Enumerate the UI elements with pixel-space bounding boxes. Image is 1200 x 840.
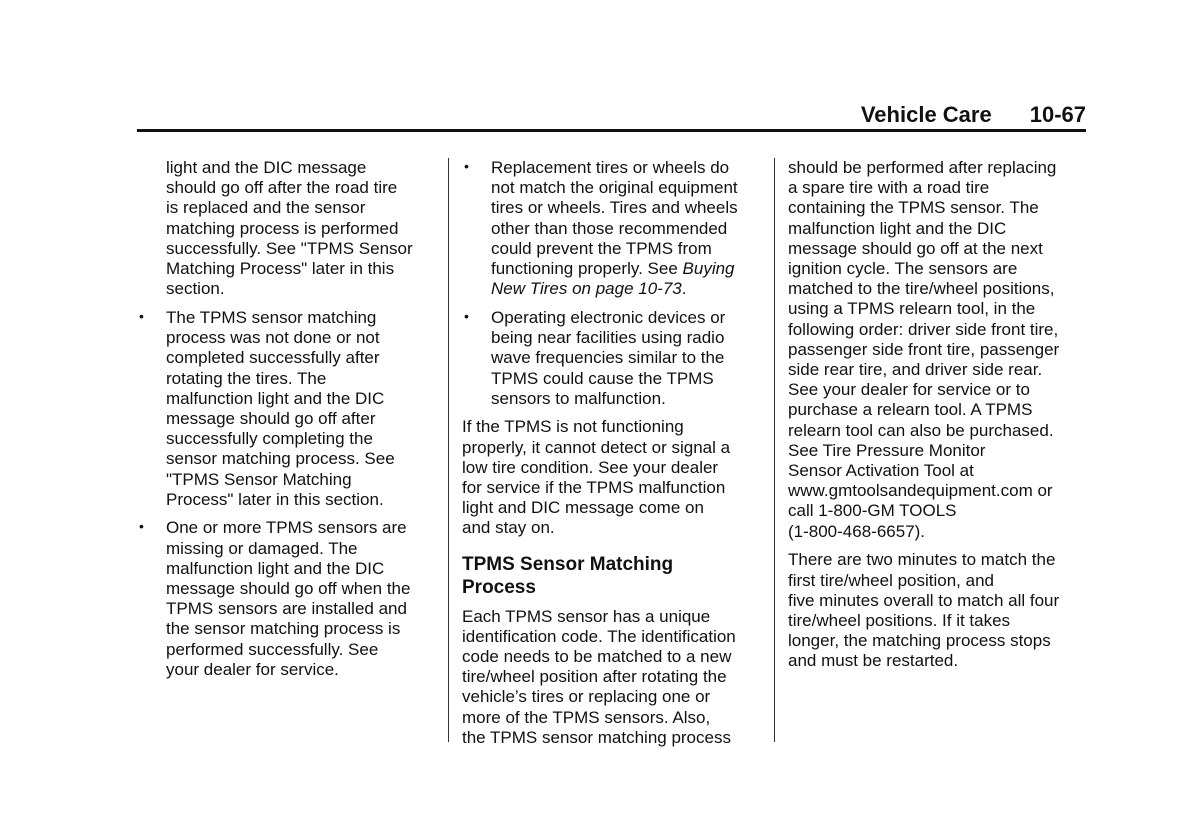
bullet-icon: • xyxy=(464,307,469,324)
paragraph xyxy=(462,417,762,538)
text-line: message should go off when the xyxy=(166,579,411,599)
text-line: sensor matching process. See xyxy=(166,449,395,469)
text-line: could prevent the TPMS from xyxy=(491,238,712,258)
text-line: more of the TPMS sensors. Also, xyxy=(462,707,711,727)
bullet-item xyxy=(462,158,762,299)
column-2 xyxy=(462,158,762,757)
text-line: code needs to be matched to a new xyxy=(462,647,732,667)
text-line: other than those recommended xyxy=(491,218,728,238)
text-line: TPMS could cause the TPMS xyxy=(491,368,714,388)
text-line: wave frequencies similar to the xyxy=(491,348,725,368)
bullet-item xyxy=(137,308,437,510)
text-line: using a TPMS relearn tool, in the xyxy=(788,299,1036,319)
text-line: first tire/wheel position, and xyxy=(788,570,994,590)
text-line: Replacement tires or wheels do xyxy=(491,158,730,177)
text-line: See your dealer for service or to xyxy=(788,380,1030,400)
bullet-icon: • xyxy=(139,307,144,324)
text-line: containing the TPMS sensor. The xyxy=(788,198,1039,218)
bullet-list xyxy=(137,308,437,680)
text-line xyxy=(491,279,762,299)
text-line: sensors to malfunction. xyxy=(491,388,666,408)
text-fragment: . xyxy=(681,279,687,299)
text-line: matched to the tire/wheel positions, xyxy=(788,279,1055,299)
paragraph xyxy=(788,550,1088,671)
bullet-list xyxy=(462,158,762,409)
text-line: your dealer for service. xyxy=(166,659,339,679)
website-link[interactable]: www.gmtoolsandequipment.com or xyxy=(788,481,1053,501)
paragraph xyxy=(788,158,1088,542)
text-line: (1-800-468-6657). xyxy=(788,521,926,541)
text-line: for service if the TPMS malfunction xyxy=(462,478,726,498)
buying-new-tires-link[interactable]: New Tires on page 10-73 xyxy=(491,279,682,299)
text-line: "TPMS Sensor Matching xyxy=(166,469,352,489)
text-line: malfunction light and the DIC xyxy=(788,218,1007,238)
text-line: call 1-800-GM TOOLS xyxy=(788,501,957,521)
text-line: purchase a relearn tool. A TPMS xyxy=(788,400,1033,420)
bullet-icon: • xyxy=(464,158,469,174)
text-line: tire/wheel positions. If it takes xyxy=(788,610,1011,630)
text-line: Each TPMS sensor has a unique xyxy=(462,606,711,626)
text-line: and must be restarted. xyxy=(788,651,959,671)
text-line: longer, the matching process stops xyxy=(788,631,1051,651)
text-line: the TPMS sensor matching process xyxy=(462,727,731,747)
text-line: side rear tire, and driver side rear. xyxy=(788,360,1043,380)
text-line: section. xyxy=(166,279,225,299)
text-line: matching process is performed xyxy=(166,218,399,238)
text-line: See Tire Pressure Monitor xyxy=(788,440,986,460)
text-line: a spare tire with a road tire xyxy=(788,178,990,198)
column-1 xyxy=(137,158,437,689)
text-line: passenger side front tire, passenger xyxy=(788,339,1060,359)
text-line: successfully completing the xyxy=(166,429,373,449)
text-line: Sensor Activation Tool at xyxy=(788,461,974,481)
text-line: performed successfully. See xyxy=(166,639,379,659)
column-divider-1 xyxy=(448,158,449,742)
text-line: should be performed after replacing xyxy=(788,158,1057,177)
text-line: not match the original equipment xyxy=(491,178,738,198)
text-line: identification code. The identification xyxy=(462,626,736,646)
text-line: TPMS sensors are installed and xyxy=(166,599,407,619)
text-line: light and DIC message come on xyxy=(462,498,704,518)
text-line: missing or damaged. The xyxy=(166,538,358,558)
heading-line: Process xyxy=(462,576,536,598)
text-line: and stay on. xyxy=(462,518,555,538)
text-line: ignition cycle. The sensors are xyxy=(788,259,1018,279)
text-line xyxy=(491,259,762,279)
header-rule xyxy=(137,129,1086,132)
text-line: being near facilities using radio xyxy=(491,328,725,348)
text-line: completed successfully after xyxy=(166,348,380,368)
bullet-icon: • xyxy=(139,518,144,535)
text-line: low tire condition. See your dealer xyxy=(462,457,719,477)
heading-line: TPMS Sensor Matching xyxy=(462,553,674,575)
buying-new-tires-link[interactable]: Buying xyxy=(682,259,735,279)
text-line: is replaced and the sensor xyxy=(166,198,366,218)
text-line: process was not done or not xyxy=(166,328,380,348)
continued-paragraph xyxy=(166,158,437,299)
text-line: message should go off at the next xyxy=(788,238,1043,258)
text-line: properly, it cannot detect or signal a xyxy=(462,437,731,457)
text-line: Process" later in this section. xyxy=(166,489,384,509)
text-fragment: functioning properly. See xyxy=(491,259,683,279)
section-heading xyxy=(462,553,762,599)
text-line: malfunction light and the DIC xyxy=(166,388,385,408)
column-3 xyxy=(788,158,1088,680)
text-line: the sensor matching process is xyxy=(166,619,401,639)
section-title: Vehicle Care xyxy=(860,102,992,127)
text-line: should go off after the road tire xyxy=(166,178,398,198)
text-line: successfully. See "TPMS Sensor xyxy=(166,238,413,258)
text-line: Operating electronic devices or xyxy=(491,307,726,327)
text-line: message should go off after xyxy=(166,408,376,428)
text-line: There are two minutes to match the xyxy=(788,550,1056,570)
bullet-item xyxy=(462,308,762,409)
column-divider-2 xyxy=(774,158,775,742)
paragraph xyxy=(462,607,762,748)
text-line: One or more TPMS sensors are xyxy=(166,518,407,538)
text-line: rotating the tires. The xyxy=(166,368,327,388)
text-line: tires or wheels. Tires and wheels xyxy=(491,198,738,218)
text-line: following order: driver side front tire, xyxy=(788,319,1059,339)
bullet-item xyxy=(137,518,437,680)
text-line: vehicle’s tires or replacing one or xyxy=(462,687,711,707)
text-line: light and the DIC message xyxy=(166,158,367,177)
page-header xyxy=(137,100,1086,130)
text-line: relearn tool can also be purchased. xyxy=(788,420,1054,440)
text-line: tire/wheel position after rotating the xyxy=(462,667,727,687)
text-line: five minutes overall to match all four xyxy=(788,590,1060,610)
text-line: If the TPMS is not functioning xyxy=(462,417,684,437)
text-line: The TPMS sensor matching xyxy=(166,307,377,327)
page-number: 10-67 xyxy=(1029,102,1086,127)
text-line: Matching Process" later in this xyxy=(166,259,395,279)
text-line: malfunction light and the DIC xyxy=(166,558,385,578)
